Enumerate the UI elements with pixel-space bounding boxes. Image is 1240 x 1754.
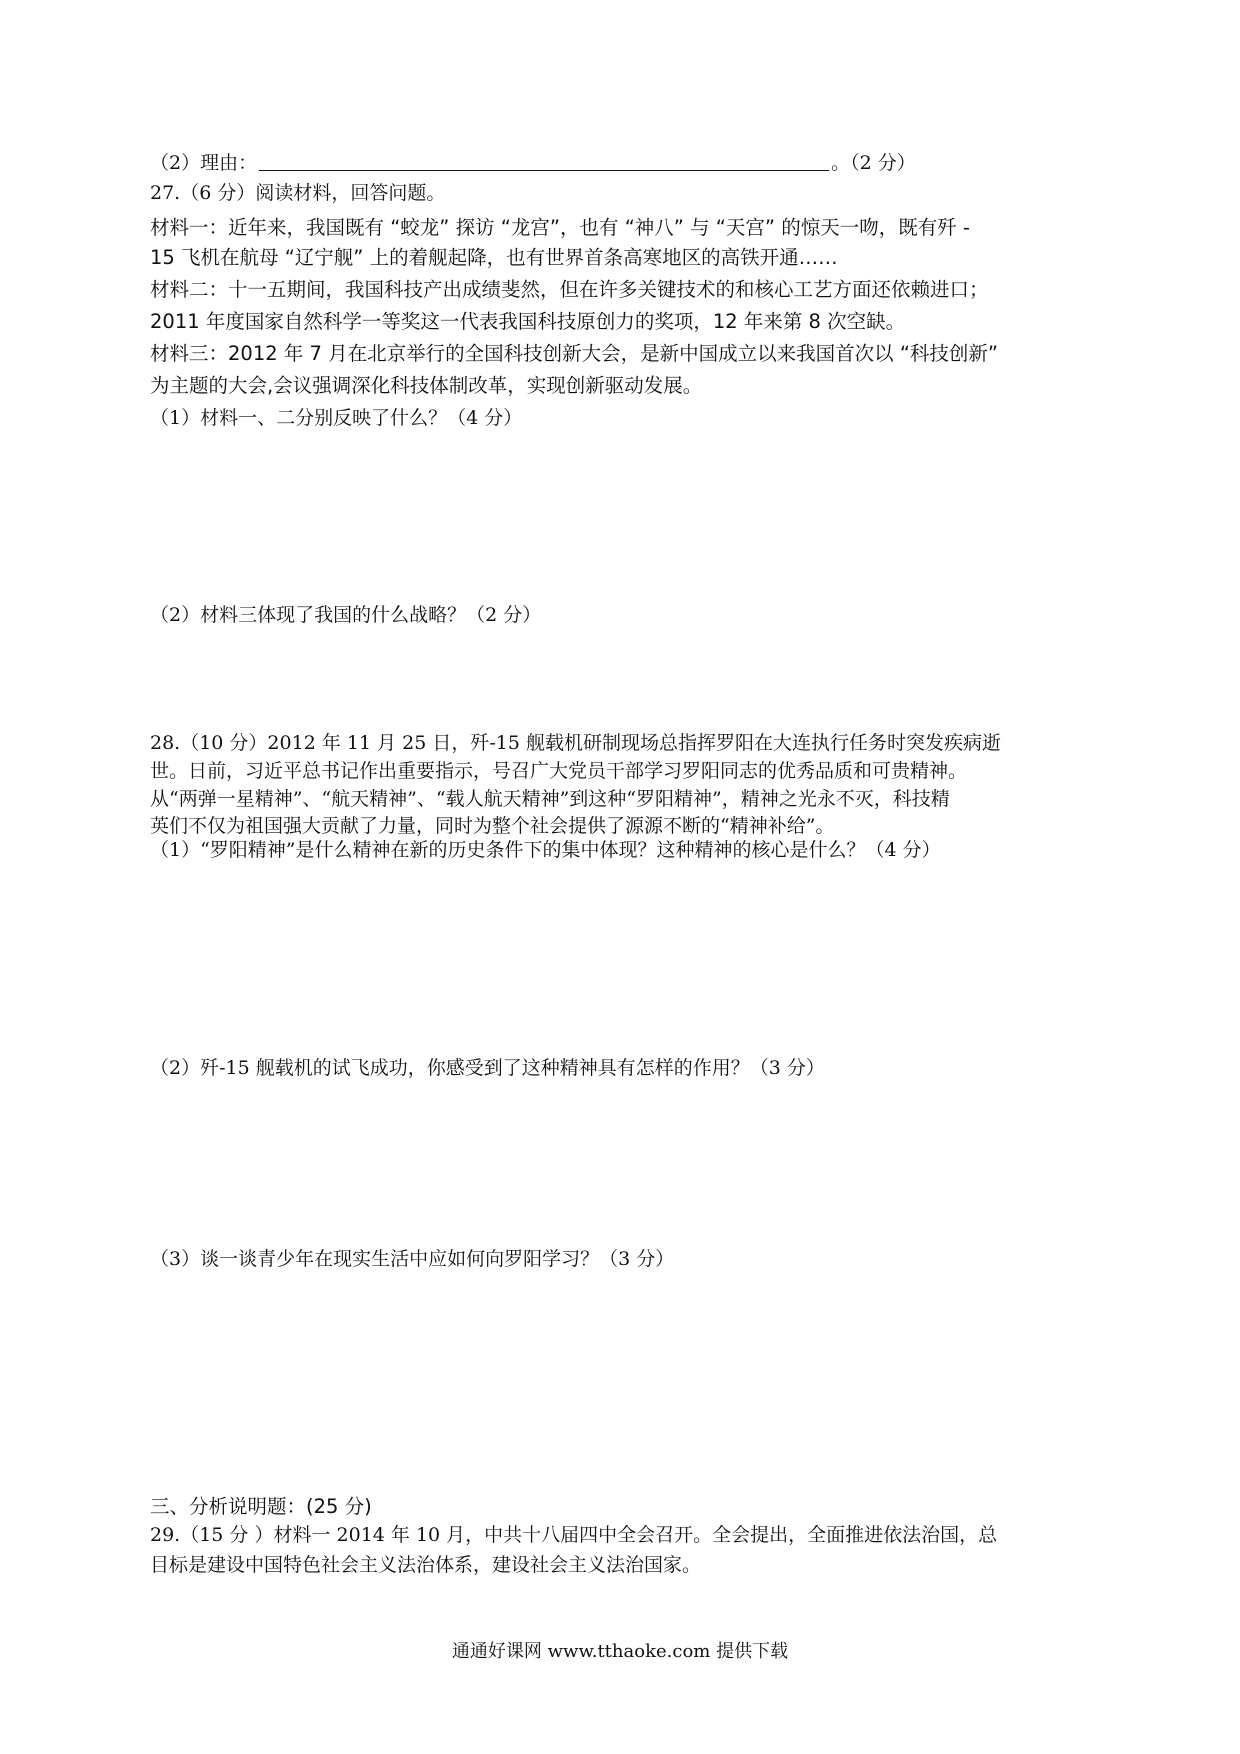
q27-material3-line1: 材料三：2012 年 7 月在北京举行的全国科技创新大会，是新中国成立以来我国首次以 “科技创新”	[150, 342, 999, 365]
q27-sub2: （2）材料三体现了我国的什么战略？（2 分）	[150, 604, 542, 626]
q27-heading: 27.（6 分）阅读材料，回答问题。	[150, 182, 446, 204]
q28-line3: 从“两弹一星精神”、“航天精神”、“载人航天精神”到这种“罗阳精神”，精神之光永不灭，科技精	[150, 788, 950, 810]
q26-reason-prefix: （2）理由：	[150, 152, 258, 174]
q27-material3-line2: 为主题的大会,会议强调深化科技体制改革，实现创新驱动发展。	[150, 374, 703, 397]
q27-material1-line2: 15 飞机在航母 “辽宁舰” 上的着舰起降，也有世界首条高寒地区的高铁开通……	[150, 246, 838, 269]
q29-line2: 目标是建设中国特色社会主义法治体系，建设社会主义法治国家。	[150, 1554, 702, 1576]
q27-material2-line1: 材料二：十一五期间，我国科技产出成绩斐然，但在许多关键技术的和核心工艺方面还依赖进口；	[150, 278, 989, 301]
q28-sub2: （2）歼-15 舰载机的试飞成功，你感受到了这种精神具有怎样的作用？（3 分）	[150, 1057, 825, 1079]
q27-sub1: （1）材料一、二分别反映了什么？（4 分）	[150, 407, 523, 429]
q28-sub3: （3）谈一谈青少年在现实生活中应如何向罗阳学习？（3 分）	[150, 1248, 675, 1270]
q27-material2-line2: 2011 年度国家自然科学一等奖这一代表我国科技原创力的奖项，12 年来第 8 次空缺。	[150, 310, 906, 333]
q29-line1: 29.（15 分 ）材料一 2014 年 10 月，中共十八届四中全会召开。全会提出，全面推进依法治国，总	[150, 1524, 998, 1546]
q28-line1: 28.（10 分）2012 年 11 月 25 日，歼-15 舰载机研制现场总指挥罗阳在大连执行任务时突发疾病逝	[150, 732, 1001, 754]
footer-source-text: 通通好课网 www.tthaoke.com 提供下载	[451, 1641, 789, 1662]
q28-line4: 英们不仅为祖国强大贡献了力量，同时为整个社会提供了源源不断的“精神补给”。	[150, 815, 835, 837]
section3-heading: 三、分析说明题：(25 分)	[150, 1495, 372, 1518]
q27-material1-line1: 材料一：近年来，我国既有 “蛟龙” 探访 “龙宫”，也有 “神八” 与 “天宫” 的惊天一吻，既有歼 -	[150, 216, 970, 239]
q26-reason-line	[150, 150, 916, 176]
q28-sub1: （1）“罗阳精神”是什么精神在新的历史条件下的集中体现？这种精神的核心是什么？（4 分）	[150, 839, 941, 861]
q28-line2: 世。日前，习近平总书记作出重要指示，号召广大党员干部学习罗阳同志的优秀品质和可贵精神。	[150, 760, 968, 782]
answer-blank[interactable]	[259, 152, 829, 171]
q26-reason-suffix: 。（2 分）	[831, 152, 916, 174]
